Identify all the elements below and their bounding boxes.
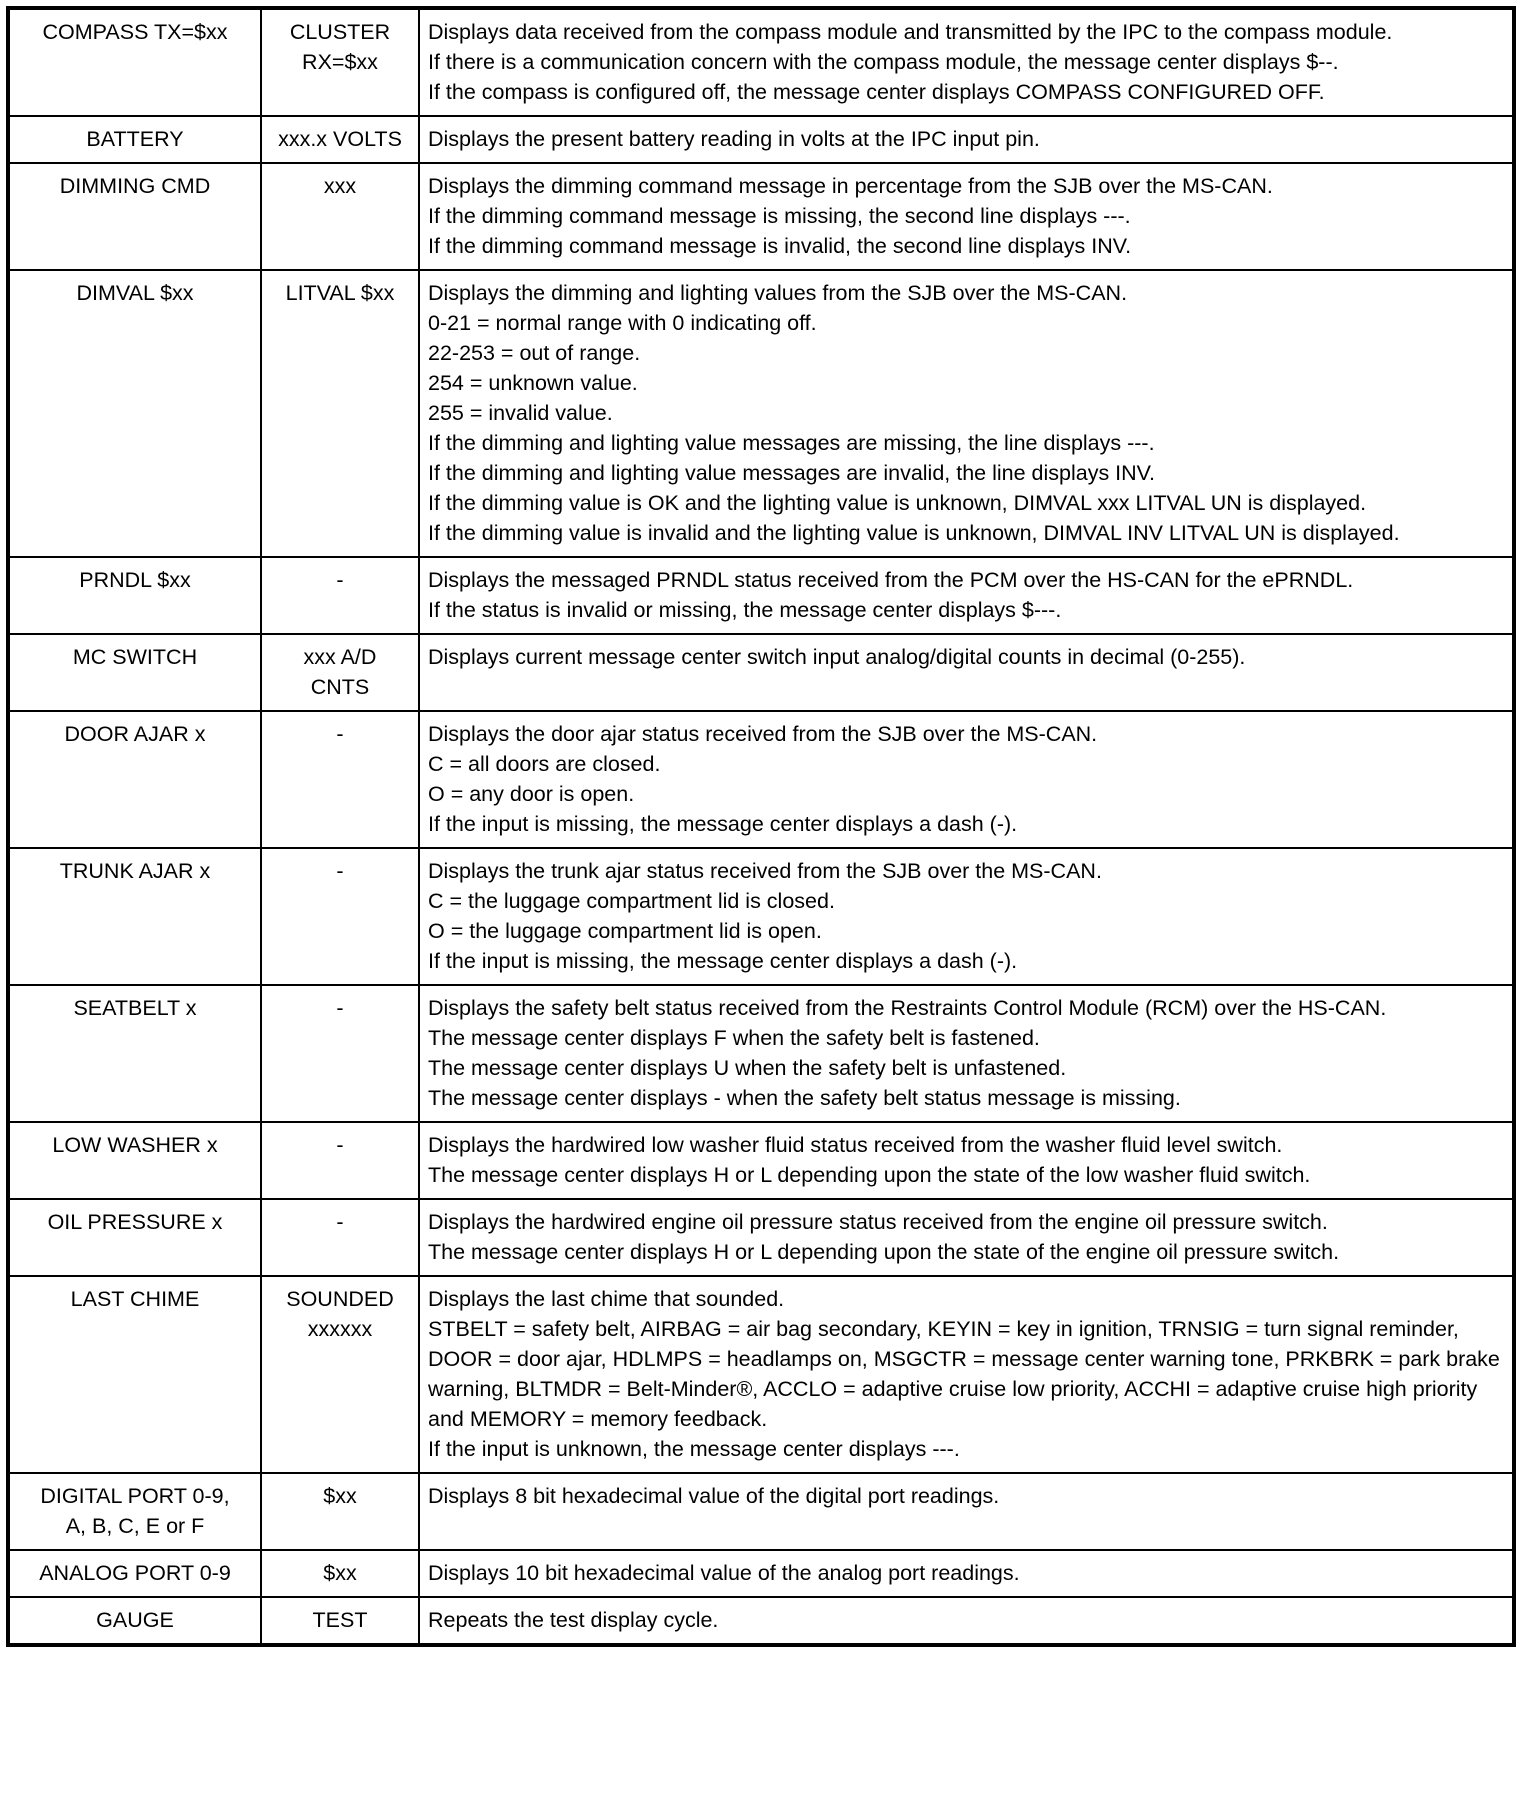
cell-line: - bbox=[336, 1210, 344, 1234]
cell-line: ANALOG PORT 0-9 bbox=[39, 1561, 231, 1585]
cell-line: TEST bbox=[312, 1608, 368, 1632]
cell-line: DOOR AJAR x bbox=[64, 722, 206, 746]
description-cell bbox=[419, 1473, 1514, 1550]
cell-line: 255 = invalid value. bbox=[428, 401, 613, 425]
cell-line: Displays the hardwired engine oil pressure status received from the engine oil pressure switch. bbox=[428, 1210, 1328, 1234]
table-row bbox=[8, 1550, 1514, 1597]
cell-line: Displays the door ajar status received from the SJB over the MS-CAN. bbox=[428, 722, 1098, 746]
value-cell bbox=[261, 1550, 419, 1597]
cell-line: SOUNDED bbox=[286, 1287, 394, 1311]
cell-line: xxx bbox=[323, 174, 357, 198]
cell-line: 254 = unknown value. bbox=[428, 371, 638, 395]
display-message-cell bbox=[8, 1199, 261, 1276]
display-message-cell bbox=[8, 8, 261, 116]
cell-line: MC SWITCH bbox=[72, 645, 198, 669]
diagnostic-messages-table bbox=[6, 6, 1516, 1647]
cell-line: Displays 8 bit hexadecimal value of the digital port readings. bbox=[428, 1484, 1000, 1508]
table-row bbox=[8, 1597, 1514, 1645]
display-message-cell bbox=[8, 634, 261, 711]
table-row bbox=[8, 711, 1514, 848]
value-cell bbox=[261, 1276, 419, 1473]
cell-line: If there is a communication concern with the compass module, the message center displays $--. bbox=[428, 50, 1339, 74]
cell-line: CLUSTER bbox=[289, 20, 391, 44]
description-cell bbox=[419, 8, 1514, 116]
cell-line: $xx bbox=[323, 1561, 357, 1585]
cell-line: If the dimming command message is invalid, the second line displays INV. bbox=[428, 234, 1132, 258]
table-row bbox=[8, 1122, 1514, 1199]
table-row bbox=[8, 557, 1514, 634]
cell-line: Displays the dimming command message in percentage from the SJB over the MS-CAN. bbox=[428, 174, 1273, 198]
description-cell bbox=[419, 848, 1514, 985]
cell-line: If the input is missing, the message center displays a dash (-). bbox=[428, 949, 1018, 973]
table-body bbox=[8, 8, 1514, 1645]
cell-line: OIL PRESSURE x bbox=[47, 1210, 223, 1234]
cell-line: LAST CHIME bbox=[70, 1287, 200, 1311]
table-row bbox=[8, 8, 1514, 116]
description-cell bbox=[419, 557, 1514, 634]
display-message-cell bbox=[8, 116, 261, 163]
value-cell bbox=[261, 848, 419, 985]
display-message-cell bbox=[8, 1473, 261, 1550]
cell-line: SEATBELT x bbox=[73, 996, 197, 1020]
cell-line: The message center displays H or L depending upon the state of the low washer fluid switch. bbox=[428, 1163, 1311, 1187]
description-cell bbox=[419, 1550, 1514, 1597]
table-row bbox=[8, 270, 1514, 557]
description-cell bbox=[419, 270, 1514, 557]
cell-line: DIMVAL $xx bbox=[76, 281, 194, 305]
table-row bbox=[8, 1199, 1514, 1276]
cell-line: C = all doors are closed. bbox=[428, 752, 661, 776]
display-message-cell bbox=[8, 848, 261, 985]
table-row bbox=[8, 116, 1514, 163]
display-message-cell bbox=[8, 1550, 261, 1597]
table-row bbox=[8, 985, 1514, 1122]
cell-line: O = any door is open. bbox=[428, 782, 635, 806]
cell-line: O = the luggage compartment lid is open. bbox=[428, 919, 822, 943]
display-message-cell bbox=[8, 985, 261, 1122]
table-row bbox=[8, 163, 1514, 270]
value-cell bbox=[261, 163, 419, 270]
cell-line: - bbox=[336, 1133, 344, 1157]
cell-line: TRUNK AJAR x bbox=[59, 859, 211, 883]
display-message-cell bbox=[8, 1276, 261, 1473]
cell-line: Displays current message center switch input analog/digital counts in decimal (0-255). bbox=[428, 645, 1246, 669]
cell-line: If the input is missing, the message center displays a dash (-). bbox=[428, 812, 1018, 836]
cell-line: Displays the hardwired low washer fluid status received from the washer fluid level switch. bbox=[428, 1133, 1283, 1157]
cell-line: If the input is unknown, the message center displays ---. bbox=[428, 1437, 960, 1461]
description-cell bbox=[419, 711, 1514, 848]
description-cell bbox=[419, 163, 1514, 270]
value-cell bbox=[261, 1597, 419, 1645]
cell-line: xxx.x VOLTS bbox=[278, 127, 402, 151]
cell-line: 22-253 = out of range. bbox=[428, 341, 641, 365]
cell-line: 0-21 = normal range with 0 indicating off. bbox=[428, 311, 817, 335]
cell-line: The message center displays - when the safety belt status message is missing. bbox=[428, 1086, 1181, 1110]
display-message-cell bbox=[8, 1122, 261, 1199]
cell-line: The message center displays H or L depending upon the state of the engine oil pressure switch. bbox=[428, 1240, 1340, 1264]
value-cell bbox=[261, 985, 419, 1122]
cell-line: If the status is invalid or missing, the message center displays $---. bbox=[428, 598, 1062, 622]
display-message-cell bbox=[8, 163, 261, 270]
cell-line: Displays the safety belt status received from the Restraints Control Module (RCM) over the HS-CAN. bbox=[428, 996, 1387, 1020]
cell-line: xxx A/D bbox=[303, 645, 377, 669]
cell-line: C = the luggage compartment lid is closed. bbox=[428, 889, 835, 913]
display-message-cell bbox=[8, 711, 261, 848]
cell-line: Displays the trunk ajar status received from the SJB over the MS-CAN. bbox=[428, 859, 1102, 883]
cell-line: If the dimming command message is missing, the second line displays ---. bbox=[428, 204, 1131, 228]
value-cell bbox=[261, 270, 419, 557]
cell-line: $xx bbox=[323, 1484, 357, 1508]
cell-line: COMPASS TX=$xx bbox=[42, 20, 228, 44]
value-cell bbox=[261, 557, 419, 634]
description-cell bbox=[419, 1597, 1514, 1645]
cell-line: STBELT = safety belt, AIRBAG = air bag secondary, KEYIN = key in ignition, TRNSIG = turn signal reminder, DOOR = door ajar, HDLMPS = headlamps on, MSGCTR = message center warning tone, PRKBRK = park brake warning, BLTMDR = Belt-Minder®, ACCLO = adaptive cruise low priority, ACCHI = adaptive cruise high priority and MEMORY = memory feedback. bbox=[428, 1317, 1500, 1431]
description-cell bbox=[419, 116, 1514, 163]
description-cell bbox=[419, 985, 1514, 1122]
cell-line: RX=$xx bbox=[302, 50, 378, 74]
cell-line: CNTS bbox=[310, 675, 370, 699]
cell-line: The message center displays F when the safety belt is fastened. bbox=[428, 1026, 1040, 1050]
description-cell bbox=[419, 1122, 1514, 1199]
value-cell bbox=[261, 1199, 419, 1276]
cell-line: PRNDL $xx bbox=[79, 568, 191, 592]
value-cell bbox=[261, 1122, 419, 1199]
cell-line: Displays the last chime that sounded. bbox=[428, 1287, 785, 1311]
display-message-cell bbox=[8, 557, 261, 634]
value-cell bbox=[261, 8, 419, 116]
table-row bbox=[8, 1473, 1514, 1550]
cell-line: Displays the present battery reading in volts at the IPC input pin. bbox=[428, 127, 1040, 151]
cell-line: A, B, C, E or F bbox=[65, 1514, 205, 1538]
cell-line: - bbox=[336, 722, 344, 746]
description-cell bbox=[419, 1199, 1514, 1276]
cell-line: If the compass is configured off, the message center displays COMPASS CONFIGURED OFF. bbox=[428, 80, 1325, 104]
value-cell bbox=[261, 634, 419, 711]
table-row bbox=[8, 1276, 1514, 1473]
value-cell bbox=[261, 116, 419, 163]
display-message-cell bbox=[8, 270, 261, 557]
cell-line: DIGITAL PORT 0-9, bbox=[40, 1484, 230, 1508]
display-message-cell bbox=[8, 1597, 261, 1645]
value-cell bbox=[261, 1473, 419, 1550]
cell-line: - bbox=[336, 568, 344, 592]
description-cell bbox=[419, 634, 1514, 711]
cell-line: If the dimming and lighting value messages are invalid, the line displays INV. bbox=[428, 461, 1156, 485]
cell-line: If the dimming value is invalid and the lighting value is unknown, DIMVAL INV LITVAL UN is displayed. bbox=[428, 521, 1400, 545]
description-cell bbox=[419, 1276, 1514, 1473]
cell-line: If the dimming value is OK and the lighting value is unknown, DIMVAL xxx LITVAL UN is displayed. bbox=[428, 491, 1367, 515]
cell-line: Displays the dimming and lighting values from the SJB over the MS-CAN. bbox=[428, 281, 1128, 305]
cell-line: Displays data received from the compass module and transmitted by the IPC to the compass module. bbox=[428, 20, 1393, 44]
cell-line: DIMMING CMD bbox=[59, 174, 211, 198]
value-cell bbox=[261, 711, 419, 848]
cell-line: - bbox=[336, 859, 344, 883]
cell-line: LOW WASHER x bbox=[52, 1133, 218, 1157]
cell-line: xxxxxx bbox=[307, 1317, 373, 1341]
cell-line: GAUGE bbox=[96, 1608, 174, 1632]
cell-line: - bbox=[336, 996, 344, 1020]
table-row bbox=[8, 848, 1514, 985]
cell-line: Displays 10 bit hexadecimal value of the analog port readings. bbox=[428, 1561, 1020, 1585]
table-row bbox=[8, 634, 1514, 711]
cell-line: BATTERY bbox=[86, 127, 184, 151]
cell-line: Repeats the test display cycle. bbox=[428, 1608, 719, 1632]
cell-line: LITVAL $xx bbox=[285, 281, 395, 305]
cell-line: Displays the messaged PRNDL status received from the PCM over the HS-CAN for the ePRNDL. bbox=[428, 568, 1354, 592]
cell-line: If the dimming and lighting value messages are missing, the line displays ---. bbox=[428, 431, 1155, 455]
cell-line: The message center displays U when the safety belt is unfastened. bbox=[428, 1056, 1067, 1080]
